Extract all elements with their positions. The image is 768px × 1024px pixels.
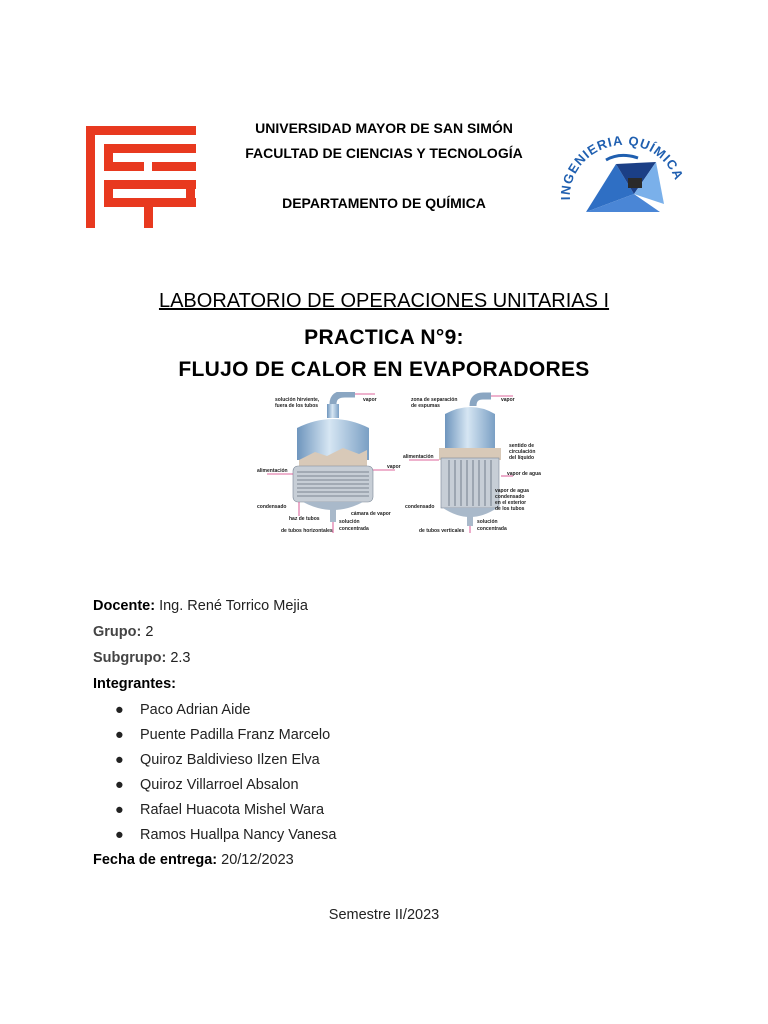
- label-solucion-hirviente: solución hirviente,: [275, 397, 320, 403]
- member-name: Quiroz Villarroel Absalon: [140, 777, 299, 793]
- label-circulacion: circulación: [509, 449, 536, 455]
- practice-title: FLUJO DE CALOR EN EVAPORADORES: [178, 358, 590, 381]
- label-concentrada-right: concentrada: [477, 526, 507, 532]
- course-title-text: LABORATORIO DE OPERACIONES UNITARIAS I: [158, 290, 610, 312]
- member-name: Paco Adrian Aide: [140, 702, 251, 718]
- docente-value: Ing. René Torrico Mejia: [159, 598, 308, 614]
- list-item: ● Puente Padilla Franz Marcelo: [115, 727, 331, 743]
- fecha-label: Fecha de entrega:: [93, 852, 218, 868]
- practice-number: PRACTICA N°9:: [304, 326, 464, 349]
- list-item: ● Ramos Huallpa Nancy Vanesa: [115, 827, 337, 843]
- course-title: [0, 290, 768, 313]
- fecha-line: [93, 852, 294, 868]
- member-name: Ramos Huallpa Nancy Vanesa: [140, 827, 337, 843]
- label-camara-vapor: cámara de vapor: [351, 511, 391, 517]
- label-alimentacion-left: alimentación: [257, 468, 288, 474]
- list-item: ● Quiroz Baldivieso Ilzen Elva: [115, 752, 320, 768]
- subgrupo-label: Subgrupo:: [93, 650, 167, 666]
- label-de-los-tubos: de los tubos: [495, 506, 525, 512]
- label-fuera-tubos: fuera de los tubos: [275, 403, 319, 409]
- label-vapor-top-left: vapor: [363, 397, 377, 403]
- member-name: Quiroz Baldivieso Ilzen Elva: [140, 752, 320, 768]
- label-espumas: de espumas: [411, 403, 440, 409]
- label-zona-separacion: zona de separación: [411, 397, 458, 403]
- fcyt-logo: [82, 124, 200, 230]
- label-condensado-left: condensado: [257, 504, 287, 510]
- university-name: UNIVERSIDAD MAYOR DE SAN SIMÓN: [255, 120, 513, 136]
- subgrupo-value: 2.3: [170, 650, 191, 666]
- label-vapor-agua-cond: vapor de agua: [495, 488, 529, 494]
- label-liquido: del líquido: [509, 455, 534, 461]
- list-item: ● Paco Adrian Aide: [115, 702, 251, 718]
- label-condensado-cond: condensado: [495, 494, 525, 500]
- docente-label: Docente:: [93, 598, 156, 614]
- label-solucion-right: solución: [477, 519, 498, 525]
- list-item: ● Quiroz Villarroel Absalon: [115, 777, 299, 793]
- list-item: ● Rafael Huacota Mishel Wara: [115, 802, 325, 818]
- department-name: DEPARTAMENTO DE QUÍMICA: [282, 195, 486, 211]
- grupo-label: Grupo:: [93, 624, 142, 640]
- grupo-value: 2: [145, 624, 154, 640]
- member-name: Puente Padilla Franz Marcelo: [140, 727, 331, 743]
- integrantes-line: [93, 676, 176, 692]
- label-tubos-verticales: de tubos verticales: [419, 528, 465, 534]
- semester: Semestre II/2023: [328, 907, 440, 923]
- label-tubos-horizontales: de tubos horizontales: [281, 528, 333, 534]
- label-exterior: en el exterior: [495, 500, 527, 506]
- label-haz-tubos: haz de tubos: [289, 516, 320, 522]
- label-vapor-top-right: vapor: [501, 397, 515, 403]
- subgrupo-line: [93, 650, 191, 666]
- label-sentido: sentido de: [509, 443, 535, 449]
- logo-arc-text: INGENIERIA QUÍMICA: [557, 132, 687, 201]
- docente-line: [93, 598, 308, 614]
- label-vapor-agua: vapor de agua: [507, 471, 541, 477]
- grupo-line: [93, 624, 153, 640]
- label-condensado-right: condensado: [405, 504, 435, 510]
- member-name: Rafael Huacota Mishel Wara: [140, 802, 325, 818]
- evaporator-diagram: [255, 392, 543, 534]
- label-alimentacion-right: alimentación: [403, 454, 434, 460]
- integrantes-label: Integrantes:: [93, 676, 176, 692]
- faculty-name: FACULTAD DE CIENCIAS Y TECNOLOGÍA: [245, 145, 523, 161]
- label-vapor-side-left: vapor: [387, 464, 401, 470]
- label-solucion-left: solución: [339, 519, 360, 525]
- fecha-value: 20/12/2023: [221, 852, 294, 868]
- label-concentrada-left: concentrada: [339, 526, 369, 532]
